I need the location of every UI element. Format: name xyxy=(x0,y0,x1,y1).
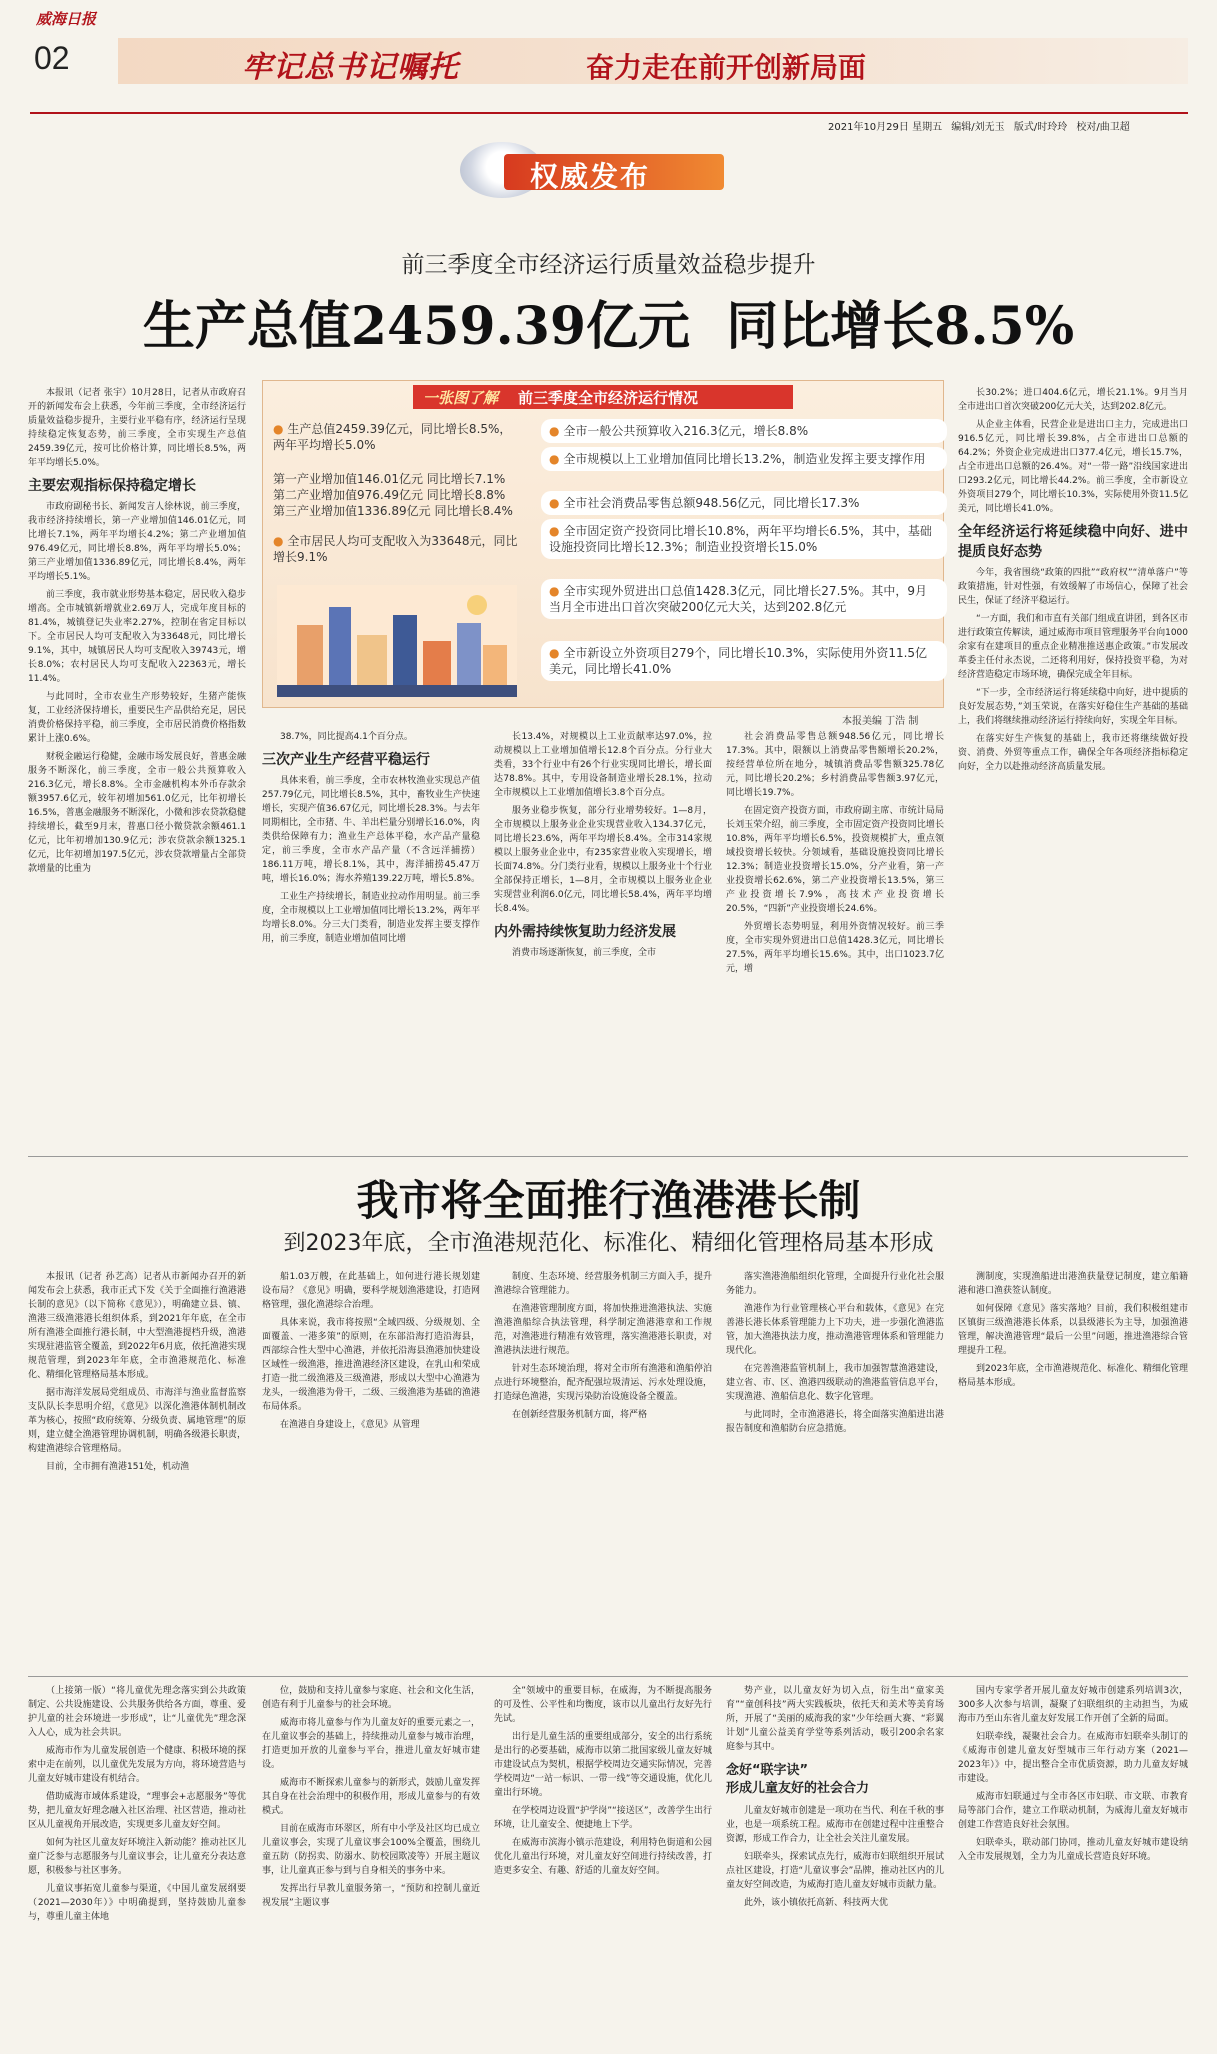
second-paragraph: 针对生态环境治理，将对全市所有渔港和渔船停泊点进行环境整治，配齐配强垃圾清运、污水处理设施，打造绿色渔港，实现污染防治设施设备全覆盖。 xyxy=(494,1364,712,1402)
third-paragraph: （上接第一版）“将儿童优先理念落实到公共政策制定、公共设施建设、公共服务供给各方面，尊重、爱护儿童的社会环境进一步形成”，让“儿童优先”理念深入人心，成为社会共识。 xyxy=(28,1686,246,1738)
info-item-text: 生产总值2459.39亿元，同比增长8.5%，两年平均增长5.0% xyxy=(273,422,512,452)
lead-subheading-3: 内外需持续恢复助力经济发展 xyxy=(494,924,676,940)
second-col-1 xyxy=(28,1270,246,1670)
second-col-4 xyxy=(726,1270,944,1670)
info-item-text: 全市社会消费品零售总额948.56亿元，同比增长17.3% xyxy=(563,496,860,510)
infographic-credit: 本报美编 丁浩 制 xyxy=(842,716,919,727)
lead-col-4 xyxy=(726,730,944,1150)
third-paragraph: 此外，该小镇依托高新、科技两大优 xyxy=(744,1898,889,1908)
second-col-5 xyxy=(958,1270,1188,1670)
third-paragraph: 威海市将儿童参与作为儿童友好的重要元素之一，在儿童议事会的基础上，持续推动儿童参与城市治理，打造更加开放的儿童参与平台，推进儿童友好城市建设。 xyxy=(262,1718,480,1770)
third-paragraph: 威海市作为儿童发展创造一个健康、积极环境的探索中走在前列，以儿童优先发展为方向，将环境营造与儿童友好城市建设有机结合。 xyxy=(28,1746,246,1784)
banner-slogan-left: 牢记总书记嘱托 xyxy=(242,50,459,85)
lead-paragraph: 消费市场逐渐恢复，前三季度，全市 xyxy=(512,948,657,958)
lead-col-3 xyxy=(494,730,712,1150)
masthead-rule xyxy=(30,112,1188,114)
divider xyxy=(28,1676,1188,1677)
second-paragraph: 在渔港管理制度方面，将加快推进渔港执法、实施渔港渔船综合执法管理，科学制定渔港港章和工作规范，对渔港进行精准有效管理，落实渔港港长职责，对渔港执法进行规范。 xyxy=(494,1304,712,1356)
info-item-retail xyxy=(541,491,947,515)
info-item-text: 全市一般公共预算收入216.3亿元，增长8.8% xyxy=(563,424,809,438)
third-paragraph: 借助威海市域体系建设，“理事会+志愿服务”等优势，把儿童友好理念融入社区治理、社区营造，推动社区从儿童视角开展改造，实现更多儿童友好空间。 xyxy=(28,1792,246,1830)
second-headline: 我市将全面推行渔港港长制 xyxy=(356,1176,861,1225)
second-paragraph: 如何保障《意见》落实落地？目前，我们积极组建市区镇街三级渔港港长体系，以县级港长为主导，加强渔港管理，解决渔港管理“最后一公里”问题，推进渔港综合管理提升工程。 xyxy=(958,1304,1188,1356)
second-paragraph: 具体来说，我市将按照“全域四级、分级规划、全面覆盖、一港多策”的原则，在东部沿海打造沿海县，西部综合性大型中心渔港，并依托沿海县渔港加快建设区域性一级渔港，推进渔港经济区建设，在乳山和荣成打造一批二级渔港及三级渔港，形成以大型中心渔港为龙头，一级渔港为骨干，二级、三级渔港为基础的渔港布局体系。 xyxy=(262,1318,480,1412)
lead-col-2 xyxy=(262,730,480,1150)
bullet-icon: ● xyxy=(549,646,560,660)
second-paragraph: 测制度，实现渔船进出港渔获量登记制度，建立船籍港和港口渔获签认制度。 xyxy=(958,1272,1188,1296)
third-col-5 xyxy=(958,1684,1188,2044)
third-paragraph: 如何为社区儿童友好环境注入新动能？推动社区儿童广泛参与志愿服务与儿童议事会，让儿童充分表达意愿，积极参与社区事务。 xyxy=(28,1838,246,1876)
third-col-4 xyxy=(726,1684,944,2044)
lead-paragraph: 社会消费品零售总额948.56亿元，同比增长17.3%。其中，限额以上消费品零售额增长20.2%，按经营单位所在地分，城镇消费品零售额325.78亿元，同比增长20.2%；乡村消费品零售额3.97亿元，同比增长19.7%。 xyxy=(726,732,944,798)
second-paragraph: 落实渔港渔船组织化管理，全面提升行业化社会服务能力。 xyxy=(726,1272,944,1296)
lead-headline: 生产总值2459.39亿元 同比增长8.5% xyxy=(142,296,1075,357)
info-item-text: 全市实现外贸进出口总值1428.3亿元，同比增长27.5%。其中，9月当月全市进出口首次突破200亿元大关，达到202.8亿元 xyxy=(549,584,928,614)
lead-col-1 xyxy=(28,386,246,1152)
lead-paragraph: 市政府副秘书长、新闻发言人徐林说，前三季度，我市经济持续增长，第一产业增加值146.01亿元，同比增长7.1%，两年平均增长4.2%；第二产业增加值976.49亿元，同比增长8.8%，两年平均增长5.0%；第三产业增加值1336.89亿元，同比增长8.4%，两年平均增长5.1%。 xyxy=(28,502,246,582)
lead-paragraph: 长30.2%；进口404.6亿元，增长21.1%。9月当月全市进出口首次突破200亿元大关，达到202.8亿元。 xyxy=(958,388,1188,412)
third-col-3 xyxy=(494,1684,712,2044)
info-item-fdi xyxy=(541,641,947,681)
info-item-primary: 第一产业增加值146.01亿元 同比增长7.1% xyxy=(273,472,506,486)
info-item-secondary: 第二产业增加值976.49亿元 同比增长8.8% xyxy=(273,488,506,502)
lead-paragraph: 财税金融运行稳健，金融市场发展良好，普惠金融服务不断深化，前三季度，全市一般公共预算收入216.3亿元，增长8.8%。全市金融机构本外币存款余额3957.6亿元，较年初增加561.0亿元，比年初增长16.5%，普惠金融服务不断深化，小微和涉农贷款稳健持续增长，截至9月末，普惠口径小微贷款余额461.1亿元，比年初增加130.9亿元；涉农贷款余额1325.1亿元，比年初增加197.5亿元，涉农贷款增量占全部贷款增量的比重为 xyxy=(28,752,246,874)
city-illustration xyxy=(277,585,517,697)
second-paragraph: 到2023年底，全市渔港规范化、标准化、精细化管理格局基本形成。 xyxy=(958,1364,1188,1388)
bullet-icon: ● xyxy=(549,496,560,510)
lead-paragraph: 在落实好生产恢复的基础上，我市还将继续做好投资、消费、外贸等重点工作，确保全年各项经济指标稳定向好，全力以赴推动经济高质量发展。 xyxy=(958,734,1188,772)
second-paragraph: 船1.03万艘，在此基础上，如何进行港长规划建设布局？《意见》明确，要科学规划渔港建设，打造网格管理，强化渔港综合治理。 xyxy=(262,1272,480,1310)
lead-paragraph: 今年，我省围绕“政策的四批”“政府权”“清单落户”等政策措施，针对性强，有效缓解了市场信心，保障了社会民生，保证了经济平稳运行。 xyxy=(958,568,1188,606)
second-paragraph: 在渔港自身建设上，《意见》从管理 xyxy=(280,1420,420,1430)
second-paragraph: 与此同时，全市渔港港长，将全面落实渔船进出港报告制度和渔船防台应急措施。 xyxy=(726,1410,944,1434)
bullet-icon: ● xyxy=(549,452,560,466)
third-subheading-1: 念好“联字诀” xyxy=(726,1763,809,1778)
second-paragraph: 渔港作为行业管理核心平台和载体，《意见》在完善港长港长体系管理能力上下功夫，进一步强化渔港监管，加大渔港执法力度，推动渔港管理体系和管理能力现代化。 xyxy=(726,1304,944,1356)
lead-paragraph: 服务业稳步恢复，部分行业增势较好。1—8月，全市规模以上服务业企业实现营业收入134.37亿元，同比增长23.6%，两年平均增长8.4%。全市314家规模以上服务业企业中，有235家营业收入实现增长，增长面74.8%。分门类行业看，规模以上服务业十个行业全部保持正增长，1—8月，全市规模以上服务业企业实现营业利润6.0亿元，同比增长58.4%，两年平均增长8.4%。 xyxy=(494,806,712,914)
bullet-icon: ● xyxy=(273,534,284,548)
bullet-icon: ● xyxy=(549,584,560,598)
third-paragraph: 发挥出行早教儿童服务第一，“预防和控制儿童近视发展”主题议事 xyxy=(262,1884,480,1908)
second-col-3 xyxy=(494,1270,712,1670)
third-paragraph: 妇联牵头，探索试点先行，威海市妇联组织开展试点社区建设，打造“儿童议事会”品牌，推动社区内的儿童友好空间改造，为威海打造儿童友好城市贡献力量。 xyxy=(726,1852,944,1890)
third-paragraph: 威海市不断探索儿童参与的新形式，鼓励儿童发挥其自身在社会治理中的积极作用，形成儿童参与的有效模式。 xyxy=(262,1778,480,1816)
third-paragraph: 儿童议事拓宽儿童参与渠道，《中国儿童发展纲要（2021—2030年）》中明确提到，坚持鼓励儿童参与，尊重儿童主体地 xyxy=(28,1884,246,1922)
third-paragraph: 威海市妇联通过与全市各区市妇联、市文联、市教育局等部门合作，建立工作联动机制，为威海儿童友好城市创建工作营造良好社会氛围。 xyxy=(958,1792,1188,1830)
info-item-text: 全市规模以上工业增加值同比增长13.2%，制造业发挥主要支撑作用 xyxy=(563,452,926,466)
info-item-investment xyxy=(541,519,947,559)
info-item-trade xyxy=(541,579,947,619)
second-subheadline: 到2023年底，全市渔港规范化、标准化、精细化管理格局基本形成 xyxy=(283,1231,934,1256)
lead-kicker: 前三季度全市经济运行质量效益稳步提升 xyxy=(401,252,816,278)
third-paragraph: 势产业，以儿童友好为切入点，衍生出“童家美育”“童创科技”两大实践板块，依托天和美术等美育场所，开展了“美丽的威海我的家”少年绘画大赛、“彩翼计划”儿童公益美育学堂等系列活动，吸引200余名家庭参与其中。 xyxy=(726,1686,944,1752)
third-paragraph: 妇联牵头，联动部门协同，推动儿童友好城市建设纳入全市发展规划，全力为儿童成长营造良好环境。 xyxy=(958,1838,1188,1862)
lead-col-5 xyxy=(958,386,1188,1152)
badge-text: 权威发布 xyxy=(530,160,651,193)
second-paragraph: 在创新经营服务机制方面，将严格 xyxy=(512,1410,648,1420)
banner-slogan-right: 奋力走在前开创新局面 xyxy=(586,51,867,84)
info-item-text: 全市新设立外资项目279个，同比增长10.3%，实际使用外资11.5亿美元，同比增长41.0% xyxy=(549,646,928,676)
lead-subheading-1: 主要宏观指标保持稳定增长 xyxy=(28,478,196,494)
third-paragraph: 国内专家学者开展儿童友好城市创建系列培训3次，300多人次参与培训，凝聚了妇联组织的主动担当，为威海市乃至山东省儿童友好发展工作开创了全新的局面。 xyxy=(958,1686,1188,1724)
masthead-brand: 威海日报 xyxy=(36,10,97,28)
third-paragraph: 儿童友好城市创建是一项功在当代、利在千秋的事业，也是一项系统工程。威海市在创建过程中注重整合资源，形成工作合力，让全社会关注儿童发展。 xyxy=(726,1806,944,1844)
info-item-gdp xyxy=(273,421,523,453)
third-paragraph: 妇联牵线，凝聚社会合力。在威海市妇联牵头制订的《威海市创建儿童友好型城市三年行动方案（2021—2023年）》中，提出整合全市优质资源，助力儿童友好城市建设。 xyxy=(958,1732,1188,1784)
lead-paragraph: 长13.4%，对规模以上工业贡献率达97.0%，拉动规模以上工业增加值增长12.8个百分点。分行业大类看，33个行业中有26个行业实现同比增长，增长面达78.8%。其中，专用设备制造业增长28.1%，拉动全市规模以上工业增加值增长3.8个百分点。 xyxy=(494,732,712,798)
lead-subheading-2: 三次产业生产经营平稳运行 xyxy=(262,752,430,768)
second-paragraph: 在完善渔港监管机制上，我市加强智慧渔港建设，建立省、市、区、渔港四级联动的渔港监管信息平台，实现渔港、渔船信息化、数字化管理。 xyxy=(726,1364,944,1402)
bullet-icon: ● xyxy=(273,422,284,436)
bullet-icon: ● xyxy=(549,524,560,538)
date: 2021年10月29日 星期五 xyxy=(828,122,943,133)
info-item-income xyxy=(273,533,523,565)
third-col-1 xyxy=(28,1684,246,2044)
third-subheading-2: 形成儿童友好的社会合力 xyxy=(726,1781,870,1796)
info-industries xyxy=(273,471,523,519)
info-item-tertiary: 第三产业增加值1336.89亿元 同比增长8.4% xyxy=(273,504,513,518)
lead-paragraph: 具体来看，前三季度，全市农林牧渔业实现总产值257.79亿元，同比增长8.5%，其中，畜牧业生产快速增长，实现产值36.67亿元，同比增长28.3%。与去年同期相比，全市猪、牛、羊出栏量分别增长16.0%，肉类供给保障有力；渔业生产总体平稳，水产品产量稳定，前三季度，全市水产品产量（不含远洋捕捞）186.11万吨，增长8.1%，其中，海洋捕捞45.47万吨，增长16.0%；海水养殖139.22万吨，增长5.8%。 xyxy=(262,776,480,884)
divider xyxy=(28,1156,1188,1157)
editor: 编辑/刘无玉 xyxy=(951,122,1005,133)
second-col-2 xyxy=(262,1270,480,1670)
infographic-banner-right: 前三季度全市经济运行情况 xyxy=(518,389,699,407)
third-paragraph: 在威海市滨海小镇示范建设，利用特色街道和公园优化儿童出行环境，对儿童友好空间进行持续改善，打造更多安全、有趣、舒适的儿童友好空间。 xyxy=(494,1838,712,1876)
lead-subheading-4: 全年经济运行将延续稳中向好、进中提质良好态势 xyxy=(958,524,1188,560)
lead-paragraph: 外贸增长态势明显，利用外资情况较好。前三季度，全市实现外贸进出口总值1428.3亿元，同比增长27.5%，两年平均增长15.6%。其中，出口1023.7亿元，增 xyxy=(726,922,944,974)
third-paragraph: 全”领域中的重要目标，在威海，为不断提高服务的可及性、公平性和均衡度，该市以儿童出行友好先行先试。 xyxy=(494,1686,712,1724)
proofreader: 校对/曲卫超 xyxy=(1076,122,1130,133)
lead-paragraph: 38.7%，同比提高4.1个百分点。 xyxy=(280,732,413,742)
second-paragraph: 制度、生态环境、经营服务机制三方面入手，提升渔港综合管理能力。 xyxy=(494,1272,712,1296)
second-paragraph: 据市海洋发展局党组成员、市海洋与渔业监督监察支队队长李思明介绍，《意见》以深化渔港体制机制改革为核心，按照“政府统筹、分级负责、属地管理”的原则，建立健全渔港管理协调机制，明确各级港长职责，构建渔港综合管理格局。 xyxy=(28,1388,246,1454)
lead-paragraph: 与此同时，全市农业生产形势较好，生猪产能恢复，工业经济保持增长，重要民生产品供给充足，居民消费价格保持平稳，前三季度，全市居民消费价格指数累计上涨0.6%。 xyxy=(28,692,246,744)
section-badge xyxy=(460,142,760,198)
infographic xyxy=(262,380,944,708)
lead-paragraph: “下一步，全市经济运行将延续稳中向好，进中提质的良好发展态势，”刘玉荣说，在落实好稳住生产基础的基础上，我们将继续推动经济运行持续向好，实现全年目标。 xyxy=(958,688,1188,726)
third-paragraph: 位，鼓励和支持儿童参与家庭、社会和文化生活，创造有利于儿童参与的社会环境。 xyxy=(262,1686,480,1710)
city-illustration-svg xyxy=(277,585,517,697)
designer: 版式/时玲玲 xyxy=(1013,122,1068,133)
lead-paragraph: 前三季度，我市就业形势基本稳定，居民收入稳步增高。全市城镇新增就业2.69万人，完成年度目标的81.4%，城镇登记失业率2.27%，控制在省定目标以下。全市居民人均可支配收入为33648元，同比增长9.1%，其中，城镇居民人均可支配收入39743元，增长8.0%；农村居民人均可支配收入22363元，增长11.4%。 xyxy=(28,590,246,684)
bullet-icon: ● xyxy=(549,424,560,438)
lead-paragraph: 本报讯（记者 张宇）10月28日，记者从市政府召开的新闻发布会上获悉，今年前三季度，全市经济运行质量效益稳步提升，主要行业平稳有序，经济运行呈现持续稳定恢复态势，前三季度，全市实现生产总值2459.39亿元，按可比价格计算，同比增长8.5%，两年平均增长5.0%。 xyxy=(28,388,246,468)
info-item-industry xyxy=(541,447,947,471)
third-paragraph: 在学校周边设置“护学岗”“接送区”，改善学生出行环境，让儿童安全、便捷地上下学。 xyxy=(494,1806,712,1830)
second-paragraph: 目前，全市拥有渔港151处，机动渔 xyxy=(46,1462,190,1472)
page-number: 02 xyxy=(34,40,70,76)
info-item-text: 全市固定资产投资同比增长10.8%，两年平均增长6.5%，其中，基础设施投资同比增长12.3%；制造业投资增长15.0% xyxy=(549,524,932,554)
info-item-text: 全市居民人均可支配收入为33648元，同比增长9.1% xyxy=(273,534,518,564)
lead-paragraph: 在固定资产投资方面，市政府副主席、市统计局局长刘玉荣介绍，前三季度，全市固定资产投资同比增长10.8%，两年平均增长6.5%，投资规模扩大，重点领域投资增长较快。分领域看，基础设施投资同比增长12.3%；制造业投资增长15.0%，分产业看，第一产业投资增长62.6%，第二产业投资增长13.5%，第三产业投资增长7.9%，高技术产业投资增长20.5%，“四新”产业投资增长24.6%。 xyxy=(726,806,944,914)
lead-paragraph: “一方面，我们和市直有关部门组成直讲团，到各区市进行政策宣传解读，通过威海市项目管理服务平台向1000余家有在建项目的重点企业精准推送惠企政策。”市发展改革委主任付永杰说，二还将利用好，保持投资平稳，为对经济营造稳定市场环境，确保完成全年目标。 xyxy=(958,614,1188,680)
third-paragraph: 目前在威海市环翠区，所有中小学及社区均已成立儿童议事会，实现了儿童议事会100%全覆盖，围绕儿童五防（防拐卖、防溺水、防校园欺凌等）开展主题议事，让儿童真正参与到与自身相关的事务中来。 xyxy=(262,1824,480,1876)
second-paragraph: 本报讯（记者 孙艺高）记者从市新闻办召开的新闻发布会上获悉，我市正式下发《关于全面推行渔港港长制的意见》（以下简称《意见》），明确建立县、镇、渔港三级渔港港长组织体系，到2021年年底，在全市所有渔港全面推行港长制，中大型渔港提档升级，渔港实现驻港监管全覆盖，到2022年6月底，依托渔港实现规范管理，到2023年年底，全市渔港规范化、标准化、精细化管理格局基本形成。 xyxy=(28,1272,246,1380)
info-item-budget xyxy=(541,419,947,443)
infographic-banner-left: 一张图了解 xyxy=(423,389,499,407)
date-line xyxy=(828,118,1130,133)
lead-paragraph: 从企业主体看，民营企业是进出口主力，完成进出口916.5亿元，同比增长39.8%，占全市进出口总额的64.2%；外资企业完成进出口377.4亿元，增长15.7%，占全市进出口总额的26.4%。对“一带一路”沿线国家进出口293.2亿元，同比增长44.2%。前三季度，全市新设立外资项目279个，同比增长10.3%，实际使用外资11.5亿美元，同比增长41.0%。 xyxy=(958,420,1188,514)
lead-paragraph: 工业生产持续增长，制造业拉动作用明显。前三季度，全市规模以上工业增加值同比增长13.2%，两年平均增长8.0%。分三大门类看，制造业发挥主要支撑作用，前三季度，制造业增加值同比增 xyxy=(262,892,480,944)
third-paragraph: 出行是儿童生活的重要组成部分，安全的出行系统是出行的必要基础，威海市以第二批国家级儿童友好城市建设试点为契机，根据学校周边交通实际情况，完善学校周边“一站一标识、一带一线”等交通设施，优化儿童出行环境。 xyxy=(494,1732,712,1798)
third-col-2 xyxy=(262,1684,480,2044)
